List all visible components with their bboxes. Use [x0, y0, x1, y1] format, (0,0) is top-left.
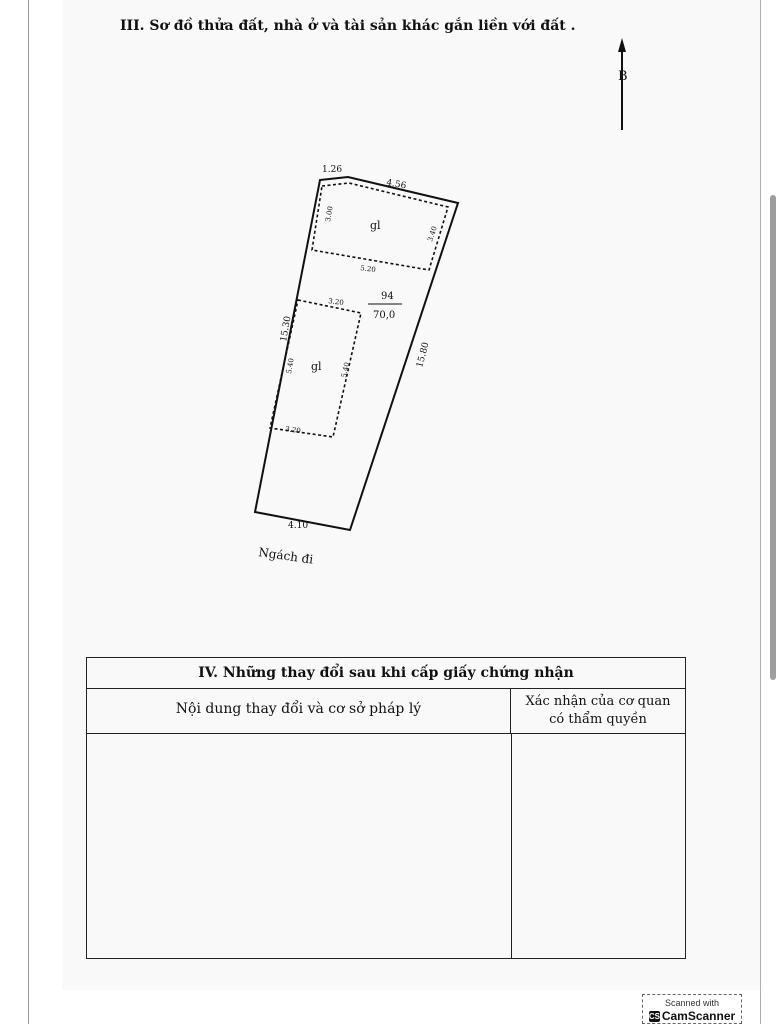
section-title: III. Sơ đồ thửa đất, nhà ở và tài sản khác gắn liền với đất .: [120, 18, 576, 34]
change-content-cell: [87, 734, 512, 958]
scanner-line1: Scanned with: [664, 998, 720, 1008]
column-confirm-line1: Xác nhận của cơ quan: [525, 694, 671, 709]
building-top-dim-left: 3.00: [324, 205, 335, 223]
changes-table-title: IV. Những thay đổi sau khi cấp giấy chứng nhận: [87, 658, 685, 689]
building-bottom-dim-top: 3.20: [327, 297, 345, 308]
scanner-brand: CamScanner: [661, 1009, 736, 1023]
dim-left: 15.30: [279, 315, 294, 343]
changes-table-body: [87, 734, 685, 958]
street-label: Ngách đi: [257, 545, 315, 567]
dim-top-left: 1.26: [322, 165, 343, 175]
authority-confirmation-cell: [512, 734, 685, 958]
column-authority-confirmation: [511, 689, 685, 733]
building-bottom-dim-right: 5.40: [340, 361, 352, 379]
changes-table: [86, 657, 686, 959]
parcel-number: 94: [381, 291, 394, 302]
parcel-area: 70,0: [373, 310, 396, 321]
building-top-label: gl: [370, 219, 381, 232]
dim-bottom: 4.10: [288, 521, 309, 531]
building-bottom-dim-bottom: 3.20: [284, 425, 302, 436]
column-confirm-line2: có thẩm quyền: [549, 712, 647, 727]
scanner-line2: [643, 1009, 741, 1023]
scanner-watermark: [642, 994, 742, 1024]
dim-top: 4.56: [385, 178, 407, 192]
building-bottom-dim-left: 5.40: [285, 357, 296, 375]
building-bottom-label: gl: [311, 360, 322, 373]
building-top-dim-bottom: 5.20: [359, 264, 377, 275]
scrollbar-thumb[interactable]: [770, 195, 776, 680]
changes-table-header-row: [87, 689, 685, 734]
north-arrow: [618, 38, 626, 130]
camscanner-logo-icon: CS: [648, 1012, 660, 1022]
column-change-content: Nội dung thay đổi và cơ sở pháp lý: [87, 689, 511, 733]
building-top-dim-right: 3.40: [426, 225, 439, 243]
dim-right: 15.80: [415, 341, 432, 369]
north-label: B: [618, 69, 628, 84]
